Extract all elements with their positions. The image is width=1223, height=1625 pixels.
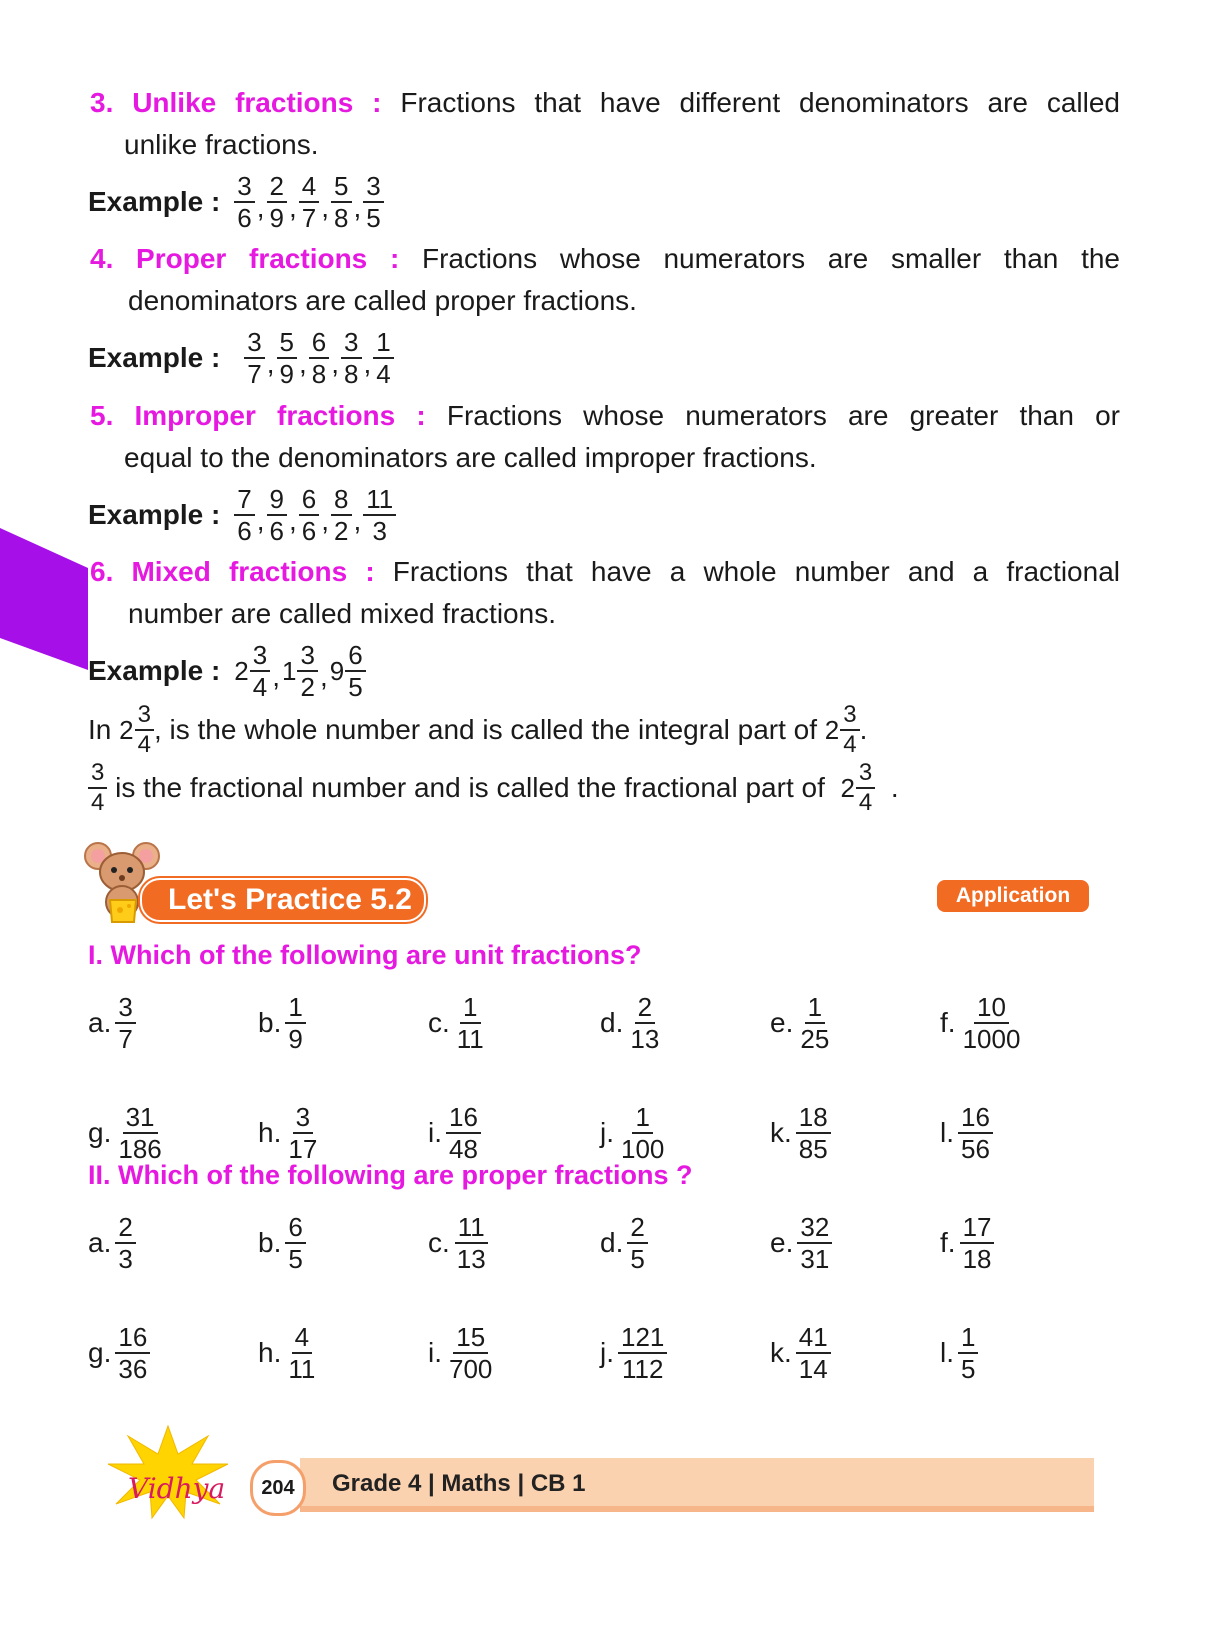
- definition-text: Fractions whose numerators are smaller than the: [399, 243, 1120, 274]
- comma-separator: ,: [321, 192, 330, 223]
- question-item: [428, 988, 487, 1058]
- fraction: $\frac{3}{4}$: [135, 703, 154, 757]
- fractional-note: [88, 758, 899, 818]
- whole-number: 1: [282, 655, 297, 686]
- fraction: [285, 1324, 318, 1382]
- denominator: 112: [621, 1354, 664, 1384]
- question-item: [940, 1098, 993, 1168]
- definition-text-cont: number are called mixed fractions.: [128, 598, 556, 629]
- numerator: 3: [363, 173, 383, 203]
- denominator: 186: [118, 1134, 162, 1164]
- comma-separator: ,: [353, 192, 362, 223]
- item-label: l.: [940, 1337, 954, 1368]
- denominator: 11: [288, 1354, 316, 1384]
- numerator: 3: [244, 329, 264, 359]
- fraction: [115, 1324, 150, 1382]
- numerator: 5: [331, 173, 351, 203]
- fraction: [958, 1324, 978, 1382]
- numerator: 16: [446, 1104, 481, 1134]
- item-label: i.: [428, 1337, 442, 1368]
- numerator: 2: [115, 1214, 135, 1244]
- page-number: 204: [250, 1460, 306, 1516]
- comma-separator: ,: [272, 661, 280, 692]
- fraction: [618, 1324, 667, 1382]
- item-label: h.: [258, 1337, 282, 1368]
- whole-number: 2: [119, 714, 134, 745]
- item-label: j.: [600, 1337, 614, 1368]
- fraction: $\frac{3}{4}$: [88, 761, 107, 815]
- question-item: [770, 1318, 831, 1388]
- item-label: g.: [88, 1117, 112, 1148]
- denominator: 6: [237, 203, 252, 233]
- comma-separator: ,: [321, 505, 330, 536]
- item-label: a.: [88, 1227, 112, 1258]
- numerator: 31: [123, 1104, 158, 1134]
- numerator: 11: [363, 486, 396, 516]
- numerator: 18: [796, 1104, 831, 1134]
- numerator: 3: [234, 173, 254, 203]
- denominator: 3: [118, 1244, 133, 1274]
- denominator: 9: [269, 203, 284, 233]
- question-item: [428, 1098, 481, 1168]
- denominator: 36: [118, 1354, 148, 1384]
- denominator: 9: [288, 1024, 303, 1054]
- item-label: f.: [940, 1227, 956, 1258]
- numerator: 32: [797, 1214, 832, 1244]
- question-item: [940, 988, 1023, 1058]
- comma-separator: ,: [353, 505, 362, 536]
- denominator: 5: [366, 203, 381, 233]
- fraction: [285, 1104, 320, 1162]
- denominator: 31: [800, 1244, 830, 1274]
- fraction: [627, 1214, 647, 1272]
- mixed-fraction: [330, 642, 366, 700]
- example-unlike: [88, 168, 384, 236]
- denominator: 6: [269, 516, 284, 546]
- fraction: [627, 994, 662, 1052]
- definition-heading: 6. Mixed fractions :: [90, 556, 375, 587]
- numerator: 5: [277, 329, 297, 359]
- denominator: 17: [288, 1134, 318, 1164]
- definition-improper: [90, 395, 1120, 479]
- fraction: $\frac{3}{4}$: [840, 703, 859, 757]
- denominator: 7: [247, 359, 262, 389]
- comma-separator: ,: [331, 348, 340, 379]
- fraction: [363, 173, 383, 231]
- fraction: [299, 486, 319, 544]
- definition-text-cont: denominators are called proper fractions.: [128, 285, 637, 316]
- numerator: 6: [309, 329, 329, 359]
- fraction: [446, 1324, 495, 1382]
- note-text: In: [88, 714, 112, 745]
- footer-text: Grade 4 | Maths | CB 1: [332, 1470, 586, 1497]
- fraction: [234, 486, 254, 544]
- whole-number: 2: [824, 714, 840, 745]
- fraction: [454, 1214, 489, 1272]
- integral-note: [88, 700, 867, 760]
- item-label: g.: [88, 1337, 112, 1368]
- question-item: [600, 988, 662, 1058]
- item-label: l.: [940, 1117, 954, 1148]
- question-item: [258, 1208, 306, 1278]
- comma-separator: ,: [299, 348, 307, 379]
- example-label: Example :: [88, 186, 221, 217]
- numerator: 1: [373, 329, 393, 359]
- mixed-fraction: [282, 642, 318, 700]
- definition-heading: 3. Unlike fractions :: [90, 87, 382, 118]
- item-label: d.: [600, 1227, 624, 1258]
- fraction: [234, 173, 254, 231]
- numerator: 15: [453, 1324, 488, 1354]
- denominator: 4: [376, 359, 391, 389]
- fraction: [115, 1214, 135, 1272]
- question-item: [258, 1318, 318, 1388]
- question-item: [940, 1318, 978, 1388]
- fraction: [299, 173, 319, 231]
- fraction: [960, 1214, 995, 1272]
- question-2-row-1: [88, 1208, 1128, 1278]
- comma-separator: ,: [319, 661, 328, 692]
- question-item: [600, 1098, 667, 1168]
- item-label: e.: [770, 1227, 794, 1258]
- mixed-fraction: [234, 642, 270, 700]
- question-item: [428, 1208, 489, 1278]
- fraction: [958, 1104, 993, 1162]
- numerator: 17: [960, 1214, 995, 1244]
- denominator: 5: [961, 1354, 976, 1384]
- numerator: 1: [958, 1324, 978, 1354]
- denominator: 13: [456, 1244, 486, 1274]
- definition-proper: [90, 238, 1120, 322]
- footer-bar-underline: [300, 1506, 1094, 1512]
- whole-number: 9: [329, 655, 345, 686]
- numerator: 41: [796, 1324, 831, 1354]
- definition-mixed: [90, 551, 1120, 635]
- fraction: [797, 994, 832, 1052]
- item-label: a.: [88, 1007, 112, 1038]
- note-text: is the fractional number and is called the fractional part of: [115, 772, 825, 803]
- definition-heading: 5. Improper fractions :: [90, 400, 426, 431]
- denominator: 8: [334, 203, 349, 233]
- item-label: b.: [258, 1227, 282, 1258]
- denominator: 1000: [962, 1024, 1021, 1054]
- numerator: 1: [805, 994, 825, 1024]
- numerator: 1: [632, 1104, 652, 1134]
- question-item: [88, 1318, 150, 1388]
- fraction: [446, 1104, 481, 1162]
- numerator: 4: [292, 1324, 312, 1354]
- fraction: [267, 173, 287, 231]
- denominator: 56: [961, 1134, 990, 1164]
- comma-separator: ,: [256, 505, 265, 536]
- item-label: h.: [258, 1117, 282, 1148]
- vidhya-logo-icon: [88, 1424, 258, 1520]
- comma-separator: ,: [266, 348, 275, 379]
- definition-unlike: [90, 82, 1120, 166]
- fraction: [115, 994, 135, 1052]
- example-improper: [88, 481, 396, 549]
- practice-banner: Let's Practice 5.2: [140, 878, 426, 922]
- question-item: [770, 1098, 831, 1168]
- denominator: 14: [798, 1354, 828, 1384]
- denominator: 25: [800, 1024, 830, 1054]
- question-item: [600, 1208, 648, 1278]
- item-label: f.: [940, 1007, 956, 1038]
- question-2-row-2: [88, 1318, 1128, 1388]
- question-item: [770, 1208, 832, 1278]
- numerator: 6: [285, 1214, 305, 1244]
- numerator: 3: [341, 329, 361, 359]
- question-item: [258, 1098, 320, 1168]
- question-item: [940, 1208, 994, 1278]
- note-text: .: [890, 772, 899, 803]
- example-proper: [88, 324, 394, 392]
- numerator: 16: [115, 1324, 150, 1354]
- fraction: [796, 1324, 831, 1382]
- question-item: [88, 1098, 165, 1168]
- logo-text: Vidhya: [128, 1472, 226, 1505]
- denominator: 18: [962, 1244, 992, 1274]
- question-item: [770, 988, 832, 1058]
- denominator: 2: [334, 516, 349, 546]
- item-label: c.: [428, 1007, 450, 1038]
- numerator: 10: [974, 994, 1009, 1024]
- item-label: k.: [770, 1117, 792, 1148]
- application-badge: Application: [937, 880, 1089, 912]
- item-label: k.: [770, 1337, 792, 1368]
- comma-separator: ,: [289, 192, 297, 223]
- item-label: e.: [770, 1007, 794, 1038]
- question-2-title: II. Which of the following are proper fractions ?: [88, 1160, 693, 1190]
- fraction: [309, 329, 329, 387]
- denominator: 85: [798, 1134, 828, 1164]
- numerator: 2: [635, 994, 655, 1024]
- numerator: 1: [285, 994, 305, 1024]
- fraction: [285, 1214, 305, 1272]
- fraction: [960, 994, 1024, 1052]
- question-1-title: I. Which of the following are unit fractions?: [88, 940, 642, 970]
- numerator: 11: [455, 1214, 488, 1244]
- example-label: Example :: [88, 499, 221, 530]
- question-1-row-1: [88, 988, 1128, 1058]
- example-mixed: [88, 637, 366, 705]
- denominator: 5: [288, 1244, 303, 1274]
- question-item: [428, 1318, 495, 1388]
- fraction: [331, 173, 351, 231]
- example-label: Example :: [88, 655, 221, 686]
- fraction: [345, 642, 365, 700]
- comma-separator: ,: [363, 348, 372, 379]
- item-label: i.: [428, 1117, 442, 1148]
- denominator: 2: [300, 672, 315, 702]
- note-text: , is the whole number and is called the integral part of: [153, 714, 818, 745]
- whole-number: 2: [234, 655, 249, 686]
- fraction: [277, 329, 297, 387]
- numerator: 4: [299, 173, 319, 203]
- example-label: Example :: [88, 342, 221, 373]
- denominator: 5: [348, 672, 363, 702]
- item-label: c.: [428, 1227, 450, 1258]
- fraction: [618, 1104, 667, 1162]
- item-label: d.: [600, 1007, 624, 1038]
- numerator: 7: [234, 486, 254, 516]
- fraction: [331, 486, 351, 544]
- numerator: 6: [345, 642, 365, 672]
- definition-text: Fractions that have a whole number and a fractional: [374, 556, 1120, 587]
- fraction: [297, 642, 317, 700]
- note-text: .: [859, 714, 868, 745]
- numerator: 1: [460, 994, 480, 1024]
- denominator: 100: [621, 1134, 665, 1164]
- fraction: [363, 486, 396, 544]
- definition-heading: 4. Proper fractions :: [90, 243, 400, 274]
- comma-separator: ,: [256, 192, 265, 223]
- fraction: [796, 1104, 831, 1162]
- denominator: 8: [344, 359, 359, 389]
- definition-text: Fractions whose numerators are greater than or: [425, 400, 1120, 431]
- item-label: b.: [258, 1007, 282, 1038]
- fraction: [244, 329, 264, 387]
- comma-separator: ,: [289, 505, 297, 536]
- denominator: 8: [311, 359, 327, 389]
- numerator: 121: [618, 1324, 667, 1354]
- definition-text: Fractions that have different denominators are called: [381, 87, 1120, 118]
- numerator: 3: [293, 1104, 313, 1134]
- fraction: [454, 994, 487, 1052]
- question-item: [88, 988, 136, 1058]
- question-1-row-2: [88, 1098, 1128, 1168]
- fraction: $\frac{3}{4}$: [856, 761, 875, 815]
- denominator: 4: [252, 672, 268, 702]
- question-item: [258, 988, 306, 1058]
- denominator: 48: [449, 1134, 478, 1164]
- denominator: 6: [301, 516, 317, 546]
- denominator: 5: [630, 1244, 645, 1274]
- denominator: 6: [237, 516, 252, 546]
- numerator: 8: [331, 486, 351, 516]
- fraction: [115, 1104, 164, 1162]
- definition-text-cont: unlike fractions.: [124, 129, 319, 160]
- numerator: 9: [267, 486, 287, 516]
- denominator: 11: [456, 1024, 484, 1054]
- denominator: 7: [301, 203, 317, 233]
- denominator: 13: [630, 1024, 660, 1054]
- numerator: 6: [299, 486, 319, 516]
- numerator: 3: [297, 642, 317, 672]
- fraction: [250, 642, 270, 700]
- denominator: 9: [279, 359, 294, 389]
- question-item: [600, 1318, 667, 1388]
- numerator: 2: [627, 1214, 647, 1244]
- side-decoration: [0, 528, 90, 670]
- numerator: 3: [250, 642, 270, 672]
- fraction: [797, 1214, 832, 1272]
- numerator: 2: [267, 173, 287, 203]
- fraction: [267, 486, 287, 544]
- fraction: [341, 329, 361, 387]
- numerator: 16: [958, 1104, 993, 1134]
- fraction: [373, 329, 393, 387]
- numerator: 3: [115, 994, 135, 1024]
- fraction: [285, 994, 305, 1052]
- item-label: j.: [600, 1117, 614, 1148]
- denominator: 3: [372, 516, 388, 546]
- whole-number: 2: [840, 772, 855, 803]
- definition-text-cont: equal to the denominators are called improper fractions.: [124, 442, 817, 473]
- question-item: [88, 1208, 136, 1278]
- denominator: 700: [449, 1354, 493, 1384]
- denominator: 7: [118, 1024, 133, 1054]
